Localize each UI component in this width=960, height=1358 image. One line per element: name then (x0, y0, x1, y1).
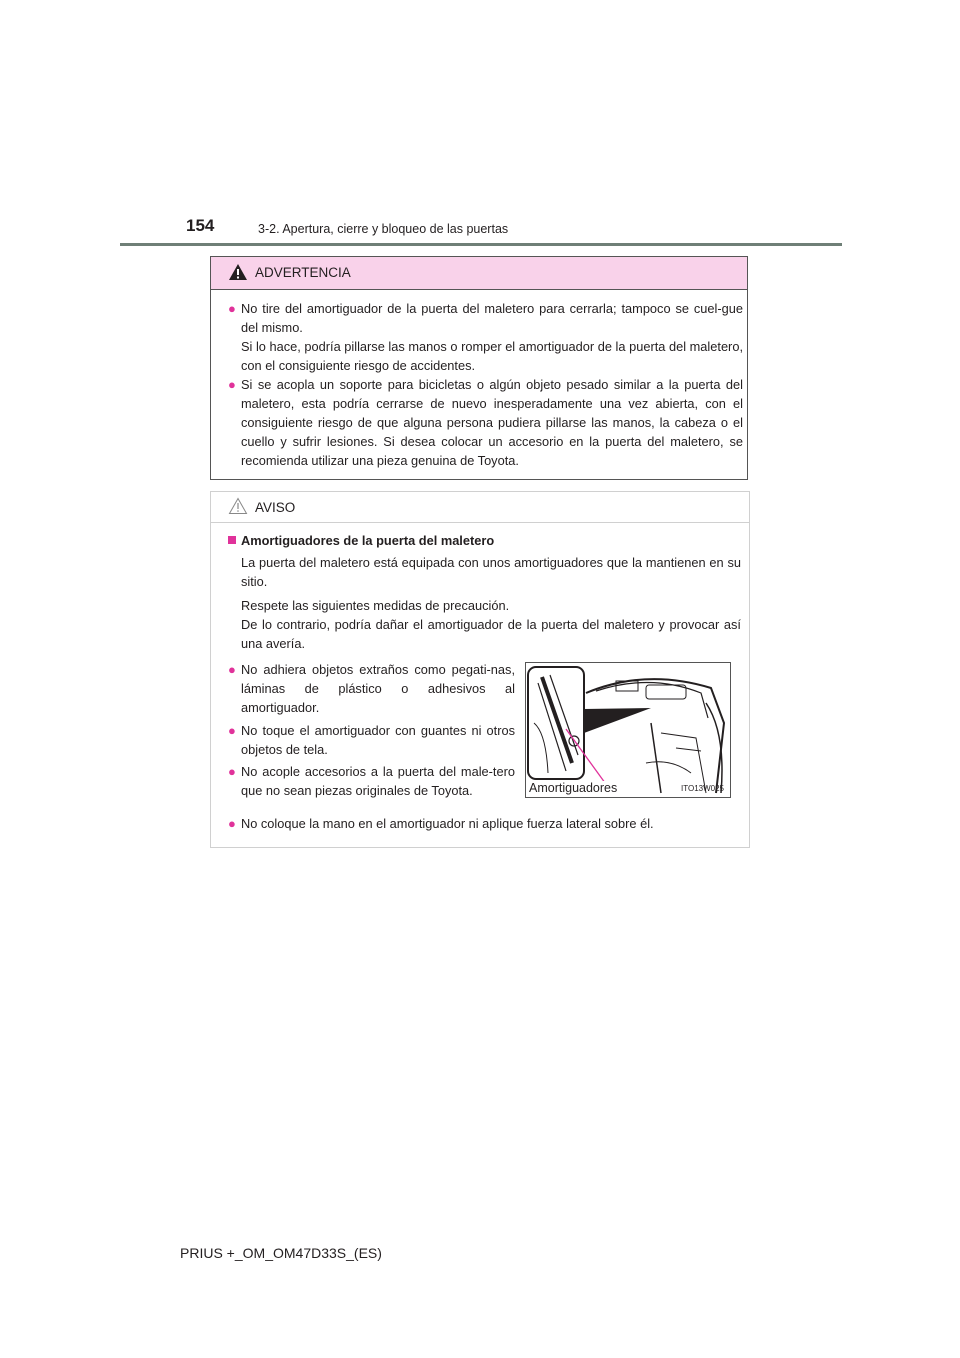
warning-item-1: ● No tire del amortiguador de la puerta del maletero para cerrarla; tampoco se cuel-gue del mismo. Si lo hace, podría pillarse las manos o romper el amortiguador de la puerta del maletero, con el consiguiente riesgo de accidentes. (228, 301, 743, 373)
notice-heading: Amortiguadores de la puerta del maletero (228, 533, 494, 548)
document-id: PRIUS +_OM_OM47D33S_(ES) (180, 1245, 382, 1261)
notice-header (211, 492, 749, 523)
warning-header (211, 257, 747, 290)
caution-triangle-icon (228, 497, 248, 515)
notice-paragraph-2: Respete las siguientes medidas de precaución. De lo contrario, podría dañar el amortiguador de la puerta del maletero y provocar así una avería. (241, 598, 741, 651)
figure-code: ITO13W025 (681, 784, 724, 793)
damper-illustration (525, 662, 731, 798)
notice-item-4: ● No coloque la mano en el amortiguador ni aplique fuerza lateral sobre él. (228, 816, 654, 831)
notice-item-2: ● No toque el amortiguador con guantes ni otros objetos de tela. (228, 723, 515, 757)
page-number: 154 (186, 216, 215, 235)
warning-box (210, 256, 748, 480)
bullet-dot-icon: ● (228, 377, 236, 392)
warning-triangle-icon (228, 263, 248, 281)
notice-paragraph-1: La puerta del maletero está equipada con unos amortiguadores que la mantienen en su sitio. (241, 555, 741, 589)
bullet-dot-icon: ● (228, 764, 236, 779)
bullet-dot-icon: ● (228, 662, 236, 677)
bullet-dot-icon: ● (228, 301, 236, 316)
warning-title: ADVERTENCIA (255, 265, 351, 280)
bullet-dot-icon: ● (228, 723, 236, 738)
warning-item-2: ● Si se acopla un soporte para bicicletas o algún objeto pesado similar a la puerta del maletero, esta podría cerrarse de nuevo inesperadamente una vez abierta, con el consiguiente riesgo de que alguna persona pudiera pillarse las manos, la cabeza o el cuello y sufrir lesiones. Si desea colocar un accesorio en la puerta del maletero, se recomienda utilizar una pieza genuina de Toyota. (228, 377, 743, 468)
tailgate-damper-drawing (526, 663, 731, 798)
damper-label: Amortiguadores (529, 781, 618, 795)
square-bullet-icon (228, 536, 236, 544)
notice-title: AVISO (255, 500, 296, 515)
notice-item-1: ● No adhiera objetos extraños como pegati-nas, láminas de plástico o adhesivos al amortiguador. (228, 662, 515, 715)
notice-box (210, 491, 750, 848)
header-rule (120, 243, 842, 246)
section-title: 3-2. Apertura, cierre y bloqueo de las puertas (258, 222, 509, 236)
bullet-dot-icon: ● (228, 816, 236, 831)
notice-item-3: ● No acople accesorios a la puerta del male-tero que no sean piezas originales de Toyota. (228, 764, 515, 798)
